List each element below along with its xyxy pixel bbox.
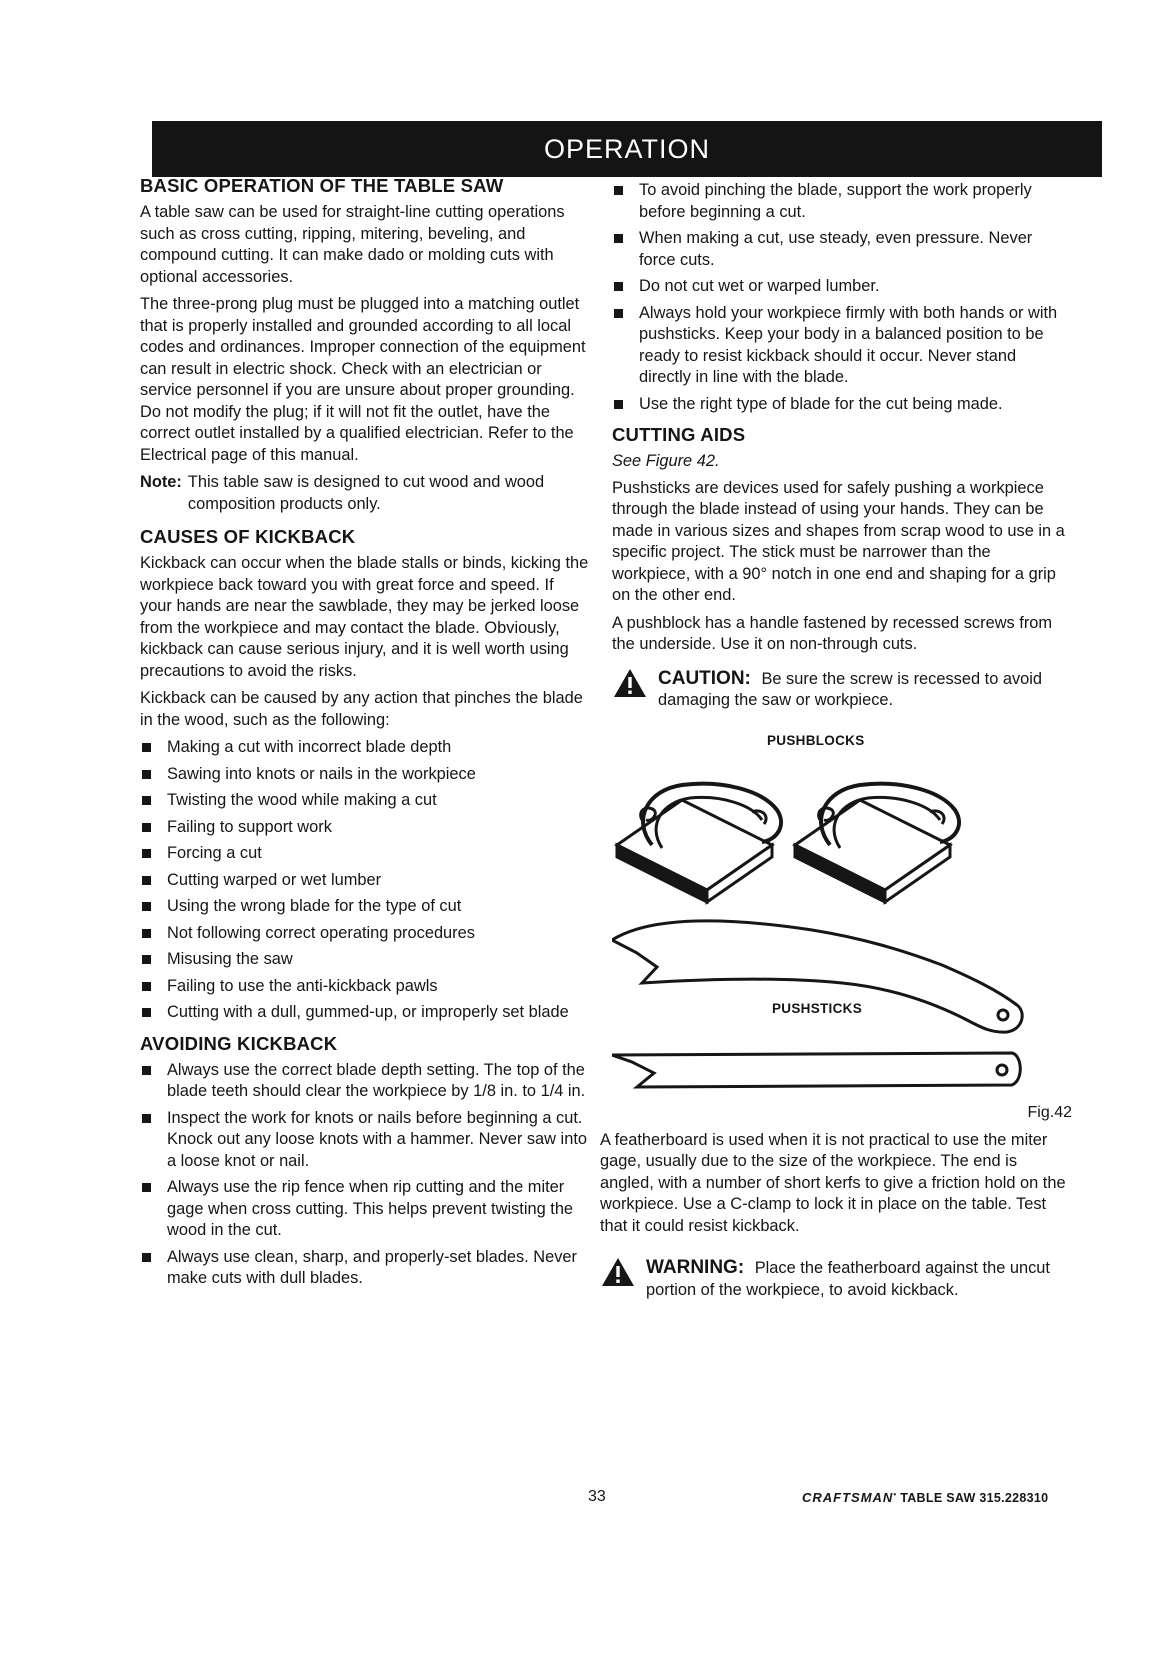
heading-cutting-aids: CUTTING AIDS xyxy=(612,424,746,445)
list-item: Always use the correct blade depth setting. The top of the blade teeth should clear the workpiece by 1/8 in. to 1/4 in. xyxy=(140,1060,590,1103)
note xyxy=(140,472,590,515)
section-title: OPERATION xyxy=(543,134,711,164)
list-item: Cutting with a dull, gummed-up, or improperly set blade xyxy=(140,1002,590,1024)
pushblocks-label: PUSHBLOCKS xyxy=(767,732,865,748)
caution-label: CAUTION: xyxy=(658,667,751,689)
list-item: Sawing into knots or nails in the workpiece xyxy=(140,764,590,786)
list-item: When making a cut, use steady, even pressure. Never force cuts. xyxy=(612,228,1072,271)
list-item: Forcing a cut xyxy=(140,843,590,865)
causes-list xyxy=(140,737,590,1024)
list-item: Failing to use the anti-kickback pawls xyxy=(140,976,590,998)
caution-notice xyxy=(612,668,1072,712)
featherboard-paragraph: A featherboard is used when it is not practical to use the miter gage, usually due to the size of the workpiece. The end is angled, with a number of short kerfs to give a friction hold on the workpiece. Use a C-clamp to lock it in place on the table. Test that it could resist kickback. xyxy=(600,1130,1066,1235)
warning-text-block xyxy=(646,1257,1072,1301)
see-figure-reference: See Figure 42. xyxy=(612,452,720,470)
aids-paragraph-2: A pushblock has a handle fastened by recessed screws from the underside. Use it on non-through cuts. xyxy=(612,613,1053,653)
list-item: Misusing the saw xyxy=(140,949,590,971)
list-item: Making a cut with incorrect blade depth xyxy=(140,737,590,759)
heading-causes-of-kickback: CAUSES OF KICKBACK xyxy=(140,526,356,547)
list-item: Not following correct operating procedures xyxy=(140,923,590,945)
basic-paragraph-2: The three-prong plug must be plugged into a matching outlet that is properly installed and grounded according to all local codes and ordinances. Improper connection of the equipment can result in electric shock. Check with an electrician or service personnel if you are unsure about proper grounding. Do not modify the plug; if it will not fit the outlet, have the correct outlet installed by a qualified electrician. Refer to the Electrical page of this manual. xyxy=(140,295,586,464)
heading-basic-operation: BASIC OPERATION OF THE TABLE SAW xyxy=(140,175,504,196)
warning-text: Place the featherboard against the uncut portion of the workpiece, to avoid kickback. xyxy=(646,1259,1050,1299)
pushstick-straight xyxy=(612,1053,1020,1087)
list-item: Inspect the work for knots or nails before beginning a cut. Knock out any loose knots with a hammer. Never saw into a loose knot or nail. xyxy=(140,1108,590,1173)
figure-number: Fig.42 xyxy=(1027,1103,1072,1121)
list-item: Using the wrong blade for the type of cut xyxy=(140,896,590,918)
brand-logo-text: CRAFTSMAN xyxy=(802,1490,894,1505)
basic-paragraph-1: A table saw can be used for straight-line cutting operations such as cross cutting, ripping, mitering, beveling, and compound cutting. It can make dado or molding cuts with optional accessories. xyxy=(140,203,565,286)
pushblock-left xyxy=(617,783,781,901)
list-item: Do not cut wet or warped lumber. xyxy=(612,276,1072,298)
figure-42 xyxy=(612,730,1072,1130)
warning-triangle-icon xyxy=(600,1257,636,1287)
warning-label: WARNING: xyxy=(646,1257,745,1278)
pushsticks-label: PUSHSTICKS xyxy=(772,1000,863,1016)
warning-triangle-icon xyxy=(612,668,648,698)
section-banner xyxy=(152,121,1102,177)
list-item: Always use the rip fence when rip cutting and the miter gage when cross cutting. This helps prevent twisting the wood in the cut. xyxy=(140,1177,590,1242)
avoiding-list xyxy=(140,1060,590,1290)
caution-text: Be sure the screw is recessed to avoid damaging the saw or workpiece. xyxy=(658,669,1043,709)
footer-brand-line: CRAFTSMAN• TABLE SAW 315.228310 xyxy=(802,1490,1049,1505)
list-item: Always hold your workpiece firmly with both hands or with pushsticks. Keep your body in a balanced position to be ready to resist kickback should it occur. Never stand directly in line with the blade. xyxy=(612,303,1072,389)
causes-paragraph-2: Kickback can be caused by any action that pinches the blade in the wood, such as the following: xyxy=(140,689,583,729)
list-item: Failing to support work xyxy=(140,817,590,839)
list-item: Use the right type of blade for the cut being made. xyxy=(612,394,1072,416)
right-column xyxy=(600,180,1072,1319)
list-item: To avoid pinching the blade, support the work properly before beginning a cut. xyxy=(612,180,1072,223)
list-item: Always use clean, sharp, and properly-set blades. Never make cuts with dull blades. xyxy=(140,1247,590,1290)
note-text: This table saw is designed to cut wood and wood composition products only. xyxy=(187,473,545,513)
page-number: 33 xyxy=(588,1488,606,1505)
note-label: Note: xyxy=(140,473,182,491)
heading-avoiding-kickback: AVOIDING KICKBACK xyxy=(140,1032,338,1054)
causes-paragraph-1: Kickback can occur when the blade stalls or binds, kicking the workpiece back toward you with great force and speed. If your hands are near the sawblade, they may be jerked loose from the workpiece and may contact the blade. Obviously, kickback can cause serious injury, and it is well worth using precautions to avoid the risks. xyxy=(140,554,589,680)
caution-text-block xyxy=(658,668,1072,712)
pushtools-illustration xyxy=(612,750,1072,1090)
safety-list xyxy=(612,180,1072,415)
aids-paragraph-1: Pushsticks are devices used for safely pushing a workpiece through the blade instead of using your hands. They can be made in various sizes and shapes from scrap wood to use in a specific project. The stick must be narrower than the workpiece, with a 90° notch in one end and shaping for a grip on the other end. xyxy=(612,478,1065,604)
product-name: TABLE SAW 315.228310 xyxy=(900,1491,1049,1505)
warning-notice xyxy=(600,1257,1072,1301)
left-column xyxy=(140,174,590,1298)
list-item: Cutting warped or wet lumber xyxy=(140,870,590,892)
list-item: Twisting the wood while making a cut xyxy=(140,790,590,812)
pushblock-right xyxy=(795,783,959,901)
